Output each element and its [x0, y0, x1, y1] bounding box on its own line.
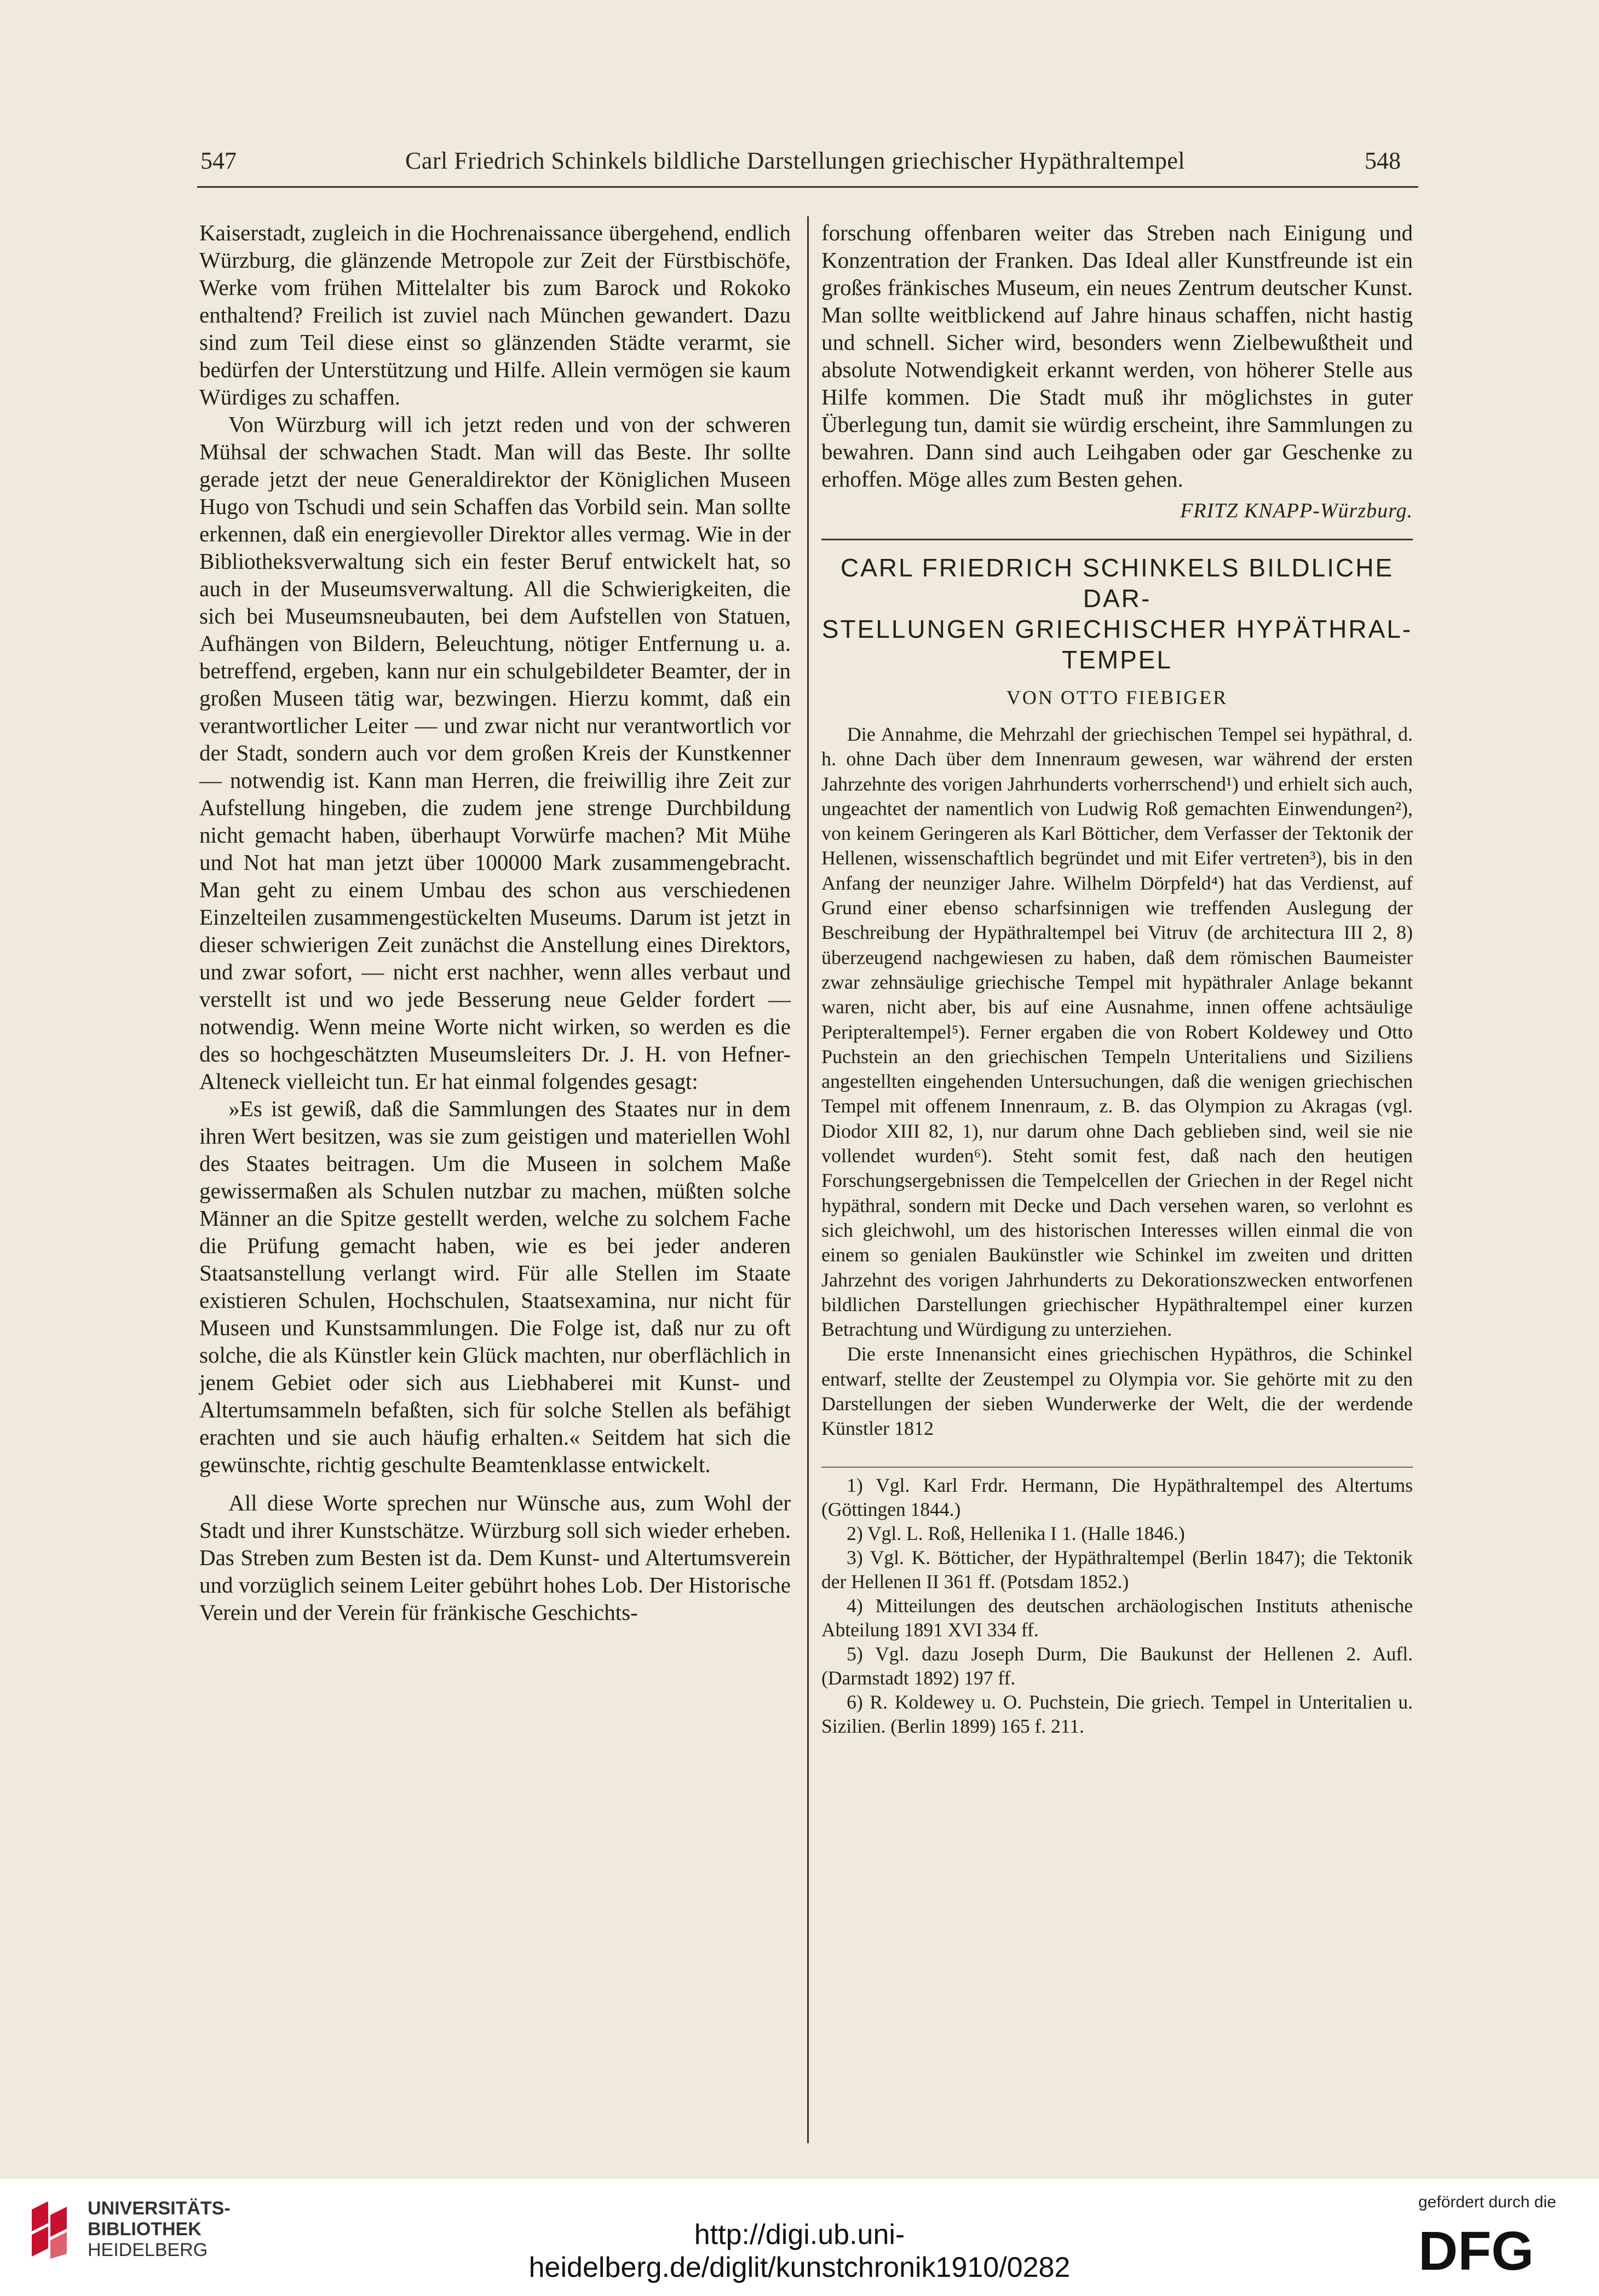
- running-title: Carl Friedrich Schinkels bildliche Darstellungen griechischer Hypäthraltempel: [405, 147, 1186, 174]
- left-paragraph-1: Kaiserstadt, zugleich in die Hochrenaissance übergehend, endlich Würzburg, die glänzende Metropole zur Zeit der Fürstbischöfe, Werke vom frühen Mittelalter bis zum Barock und Rokoko enthaltend? Freilich ist zuviel nach München gewandert. Dazu sind zum Teil diese einst so glänzenden Städte verarmt, sie bedürfen der Unterstützung und Hilfe. Allein vermögen sie kaum Würdiges zu schaffen.: [199, 220, 791, 409]
- left-paragraph-4: All diese Worte sprechen nur Wünsche aus, zum Wohl der Stadt und ihrer Kunstschätze. Würzburg soll sich wieder erheben. Das Streben zum Besten ist da. Dem Kunst- und Altertumsverein und vorzüglich seinem Leiter gebührt hohes Lob. Der Historische Verein und der Verein für fränkische Geschichts-: [199, 1490, 791, 1625]
- header-rule: [197, 186, 1418, 188]
- page-number-left: 547: [200, 147, 237, 174]
- left-column: [199, 219, 791, 1626]
- article-separator-rule: [821, 539, 1413, 540]
- dfg-logo-icon: [1418, 2222, 1583, 2276]
- left-paragraph-3: »Es ist gewiß, daß die Sammlungen des Staates nur in dem ihren Wert besitzen, was sie zum geistigen und materiellen Wohl des Staates beitragen. Um die Museen in solchem Maße gewissermaßen als Schulen nutzbar zu machen, müßten solche Männer an die Spitze gestellt werden, welche zu solchem Fache die Prüfung gemacht haben, wie es bei jeder anderen Staatsanstellung verlangt wird. Für alle Stellen im Staate existieren Schulen, Hochschulen, Staatsexamina, nur nicht für Museen und Kunstsammlungen. Die Folge ist, daß nur zu oft solche, die als Künstler kein Glück machten, nur oberflächlich in jenem Gebiet oder sich aus Liebhaberei mit Kunst- und Altertumsammeln befaßten, sich für solche Stellen als befähigt erachten und sie auch häufig erhalten.« Seitdem hat sich die gewünschte, richtig geschulte Beamtenklasse entwickelt.: [199, 1096, 791, 1477]
- footnote-5: 5) Vgl. dazu Joseph Durm, Die Baukunst der Hellenen 2. Aufl. (Darmstadt 1892) 197 ff.: [821, 1642, 1413, 1689]
- library-name-line-3: HEIDELBERG: [88, 2240, 208, 2260]
- page-number-right: 548: [1365, 147, 1401, 174]
- right-continuation-paragraph: forschung offenbaren weiter das Streben nach Einigung und Konzentration der Franken. Das Ideal aller Kunstfreunde ist ein großes fränkisches Museum, ein neues Zentrum deutscher Kunst. Man sollte weitblickend auf Jahre hinaus schaffen, nicht hastig und schnell. Sicher wird, besonders wenn Zielbewußtheit und absolute Notwendigkeit erkannt werden, von höherer Stelle aus Hilfe kommen. Die Stadt muß ihr möglichstes in guter Überlegung tun, damit sie würdig erscheint, ihre Sammlungen zu bewahren. Dann sind auch Leihgaben oder gar Geschenke zu erhoffen. Möge alles zum Besten gehen.: [821, 220, 1413, 492]
- footnote-6: 6) R. Koldewey u. O. Puchstein, Die griech. Tempel in Unteritalien u. Sizilien. (Berlin 1899) 165 f. 211.: [821, 1691, 1413, 1737]
- article-author: VON OTTO FIEBIGER: [1006, 687, 1228, 708]
- permalink-url[interactable]: http://digi.ub.uni-heidelberg.de/diglit/kunstchronik1910/0282: [528, 2219, 1071, 2283]
- viewer-footer: [0, 2179, 1599, 2296]
- left-paragraph-2: Von Würzburg will ich jetzt reden und von der schweren Mühsal der schwachen Stadt. Man will das Beste. Ihr sollte gerade jetzt der neue Generaldirektor der Königlichen Museen Hugo von Tschudi und sein Schaffen das Vorbild sein. Man sollte erkennen, daß ein energievoller Direktor alles vermag. Wie in der Bibliotheksverwaltung sich ein fester Beruf entwickelt hat, so auch in der Museumsverwaltung. All die Schwierigkeiten, die sich bei Museumsneubauten, bei dem Aufstellen von Statuen, Aufhängen von Bildern, Beleuchtung, nötiger Entfernung u. a. betreffend, ergeben, kann nur ein schulgebildeter Beamter, der in großen Museen tätig war, bezwingen. Hierzu kommt, daß ein verantwortlicher Leiter — und zwar nicht nur verantwortlich vor der Stadt, sondern auch vor dem großen Kreis der Kunstkenner — notwendig ist. Kann man Herren, die freiwillig ihre Zeit zur Aufstellung hingeben, die zudem jene strenge Durchbildung nicht gemacht haben, überhaupt Vorwürfe machen? Mit Mühe und Not hat man jetzt über 100000 Mark zusammengebracht. Man geht zu einem Umbau des schon aus verschiedenen Einzelteilen zusammengestückelten Museums. Darum ist jetzt in dieser schwierigen Zeit zunächst die Anstellung eines Direktors, und zwar sofort, — nicht erst nachher, wenn alles verbaut und verstellt ist und wo jede Besserung neue Gelder fordert — notwendig. Wenn meine Worte nicht wirken, so werden es die des so hochgeschätzten Museumsleiters Dr. J. H. von Hefner-Alteneck vielleicht tun. Er hat einmal folgendes gesagt:: [199, 412, 791, 1094]
- footnote-rule: [821, 1467, 1413, 1468]
- dfg-logo-text: DFG: [1418, 2222, 1534, 2276]
- library-name-line-1: UNIVERSITÄTS-: [88, 2198, 231, 2219]
- library-logo-icon[interactable]: [26, 2199, 76, 2259]
- article-body: [821, 722, 1413, 1441]
- article-title-line-3: TEMPEL: [1061, 645, 1173, 674]
- right-column: [821, 219, 1413, 1738]
- column-divider: [807, 216, 809, 2143]
- article-paragraph-1: Die Annahme, die Mehrzahl der griechischen Tempel sei hypäthral, d. h. ohne Dach über dem Innenraum gewesen, war während der ersten Jahrzehnte des vorigen Jahrhunderts vorherrschend¹) und erhielt sich auch, ungeachtet der namentlich von Ludwig Roß gemachten Einwendungen²), von keinem Geringeren als Karl Bötticher, dem Verfasser der Tektonik der Hellenen, wissenschaftlich begründet und mit Eifer vertreten³), bis in den Anfang der neunziger Jahre. Wilhelm Dörpfeld⁴) hat das Verdienst, auf Grund einer ebenso scharfsinnigen wie treffenden Auslegung der Beschreibung der Hypäthraltempel bei Vitruv (de architectura III 2, 8) überzeugend nachgewiesen zu haben, daß dem römischen Baumeister zwar zehnsäulige griechische Tempel mit hypäthraler Anlage bekannt waren, nicht aber, bis auf eine Ausnahme, innen offene achtsäulige Peripteraltempel⁵). Ferner ergaben die von Robert Koldewey und Otto Puchstein an den griechischen Tempeln Unteritaliens und Siziliens angestellten eingehenden Untersuchungen, daß die wenigen griechischen Tempel mit offenem Innenraum, z. B. das Olympion zu Akragas (vgl. Diodor XIII 82, 1), nur darum ohne Dach geblieben sind, weil sie nie vollendet wurden⁶). Steht somit fest, daß nach den heutigen Forschungsergebnissen die Tempelcellen der Griechen in der Regel nicht hypäthral, sondern mit Decke und Dach versehen waren, so verlohnt es sich gleichwohl, um des historischen Interesses willen einmal die von einem so genialen Baukünstler wie Schinkel im zweiten und dritten Jahrzehnt des vorigen Jahrhunderts zu Dekorationszwecken entworfenen bildlichen Darstellungen griechischer Hypäthraltempel einer kurzen Betrachtung und Würdigung zu unterziehen.: [821, 723, 1413, 1341]
- footnote-4: 4) Mitteilungen des deutschen archäologischen Instituts athenische Abteilung 1891 XVI 334 ff.: [821, 1594, 1413, 1641]
- funding-caption: gefördert durch die: [1418, 2193, 1556, 2211]
- article-paragraph-2: Die erste Innenansicht eines griechischen Hypäthros, die Schinkel entwarf, stellte der Zeustempel zu Olympia vor. Sie gehörte mit zu den Darstellungen der sieben Wunderwerke der Welt, die der werdende Künstler 1812: [821, 1343, 1413, 1440]
- footnote-2: 2) Vgl. L. Roß, Hellenika I 1. (Halle 1846.): [847, 1522, 1185, 1544]
- library-name-line-2: BIBLIOTHEK: [88, 2219, 202, 2240]
- article-title-line-2: STELLUNGEN GRIECHISCHER HYPÄTHRAL-: [821, 615, 1413, 643]
- article-title-line-1: CARL FRIEDRICH SCHINKELS BILDLICHE DAR-: [840, 553, 1394, 613]
- footnote-1: 1) Vgl. Karl Frdr. Hermann, Die Hypäthraltempel des Altertums (Göttingen 1844.): [821, 1474, 1413, 1520]
- article-signature: FRITZ KNAPP-Würzburg.: [1180, 499, 1413, 522]
- footnote-3: 3) Vgl. K. Bötticher, der Hypäthraltempel (Berlin 1847); die Tektonik der Hellenen II 361 ff. (Potsdam 1852.): [821, 1546, 1413, 1593]
